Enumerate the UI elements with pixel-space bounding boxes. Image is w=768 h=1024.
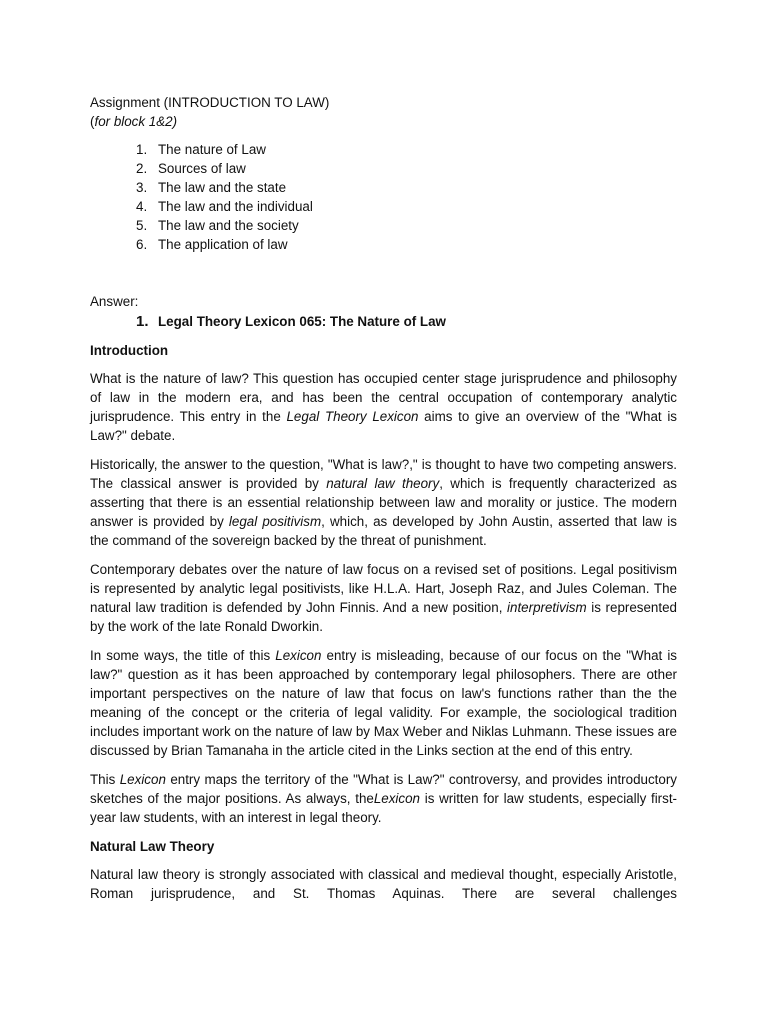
topic-list	[90, 140, 677, 254]
list-number: 2.	[136, 161, 148, 176]
list-item	[136, 235, 677, 254]
paragraph	[90, 455, 677, 550]
subtitle-text: for block 1&2)	[94, 114, 178, 129]
list-text: Sources of law	[158, 161, 246, 176]
italic-run: legal positivism	[228, 514, 322, 529]
text-run: In some ways, the title of this	[90, 648, 276, 663]
italic-run: Lexicon	[373, 791, 420, 806]
answer-number: 1.	[136, 313, 149, 330]
text-run: , which, as developed by John Austin, asserted that law is the command of the sovereign backed by the threat of punishment.	[90, 514, 677, 548]
italic-run: Legal Theory Lexicon	[286, 409, 419, 424]
list-text: The nature of Law	[158, 142, 266, 157]
paragraph	[90, 369, 677, 445]
text-run: is represented by the work of the late Ronald Dworkin.	[90, 600, 677, 634]
text-run: is written for law students, especially first-year law students, with an interest in legal theory.	[90, 791, 678, 825]
list-text: The law and the individual	[158, 199, 313, 214]
list-number: 1.	[136, 142, 148, 157]
italic-run: interpretivism	[507, 600, 587, 615]
list-number: 6.	[136, 237, 148, 252]
list-text: The law and the state	[158, 180, 287, 195]
list-text: The law and the society	[158, 218, 299, 233]
italic-run: Lexicon	[275, 648, 322, 663]
italic-run: natural law theory	[326, 476, 440, 491]
list-item	[136, 159, 677, 178]
list-text: The application of law	[158, 237, 288, 252]
text-run: entry maps the territory of the "What is Law?" controversy, and provides introductory sketches of the major positions. As always, the	[90, 772, 677, 806]
text-run: What is the nature of law? This question has occupied center stage jurisprudence and philosophy of law in the modern era, and has been the central occupation of contemporary analytic jurisprudence. This entry in the	[90, 371, 677, 424]
answer-item	[136, 312, 677, 331]
paragraph	[90, 646, 677, 760]
document-page	[90, 93, 677, 903]
paragraph: Natural law theory is strongly associated with classical and medieval thought, especially Aristotle, Roman jurisprudence, and St. Thomas Aquinas. There are several challenges	[90, 867, 677, 901]
list-item	[136, 216, 677, 235]
answer-title: Legal Theory Lexicon 065: The Nature of Law	[158, 314, 446, 329]
paragraph	[90, 560, 677, 636]
text-run: , which is frequently characterized as asserting that there is an essential relationship between law and morality or justice. The modern answer is provided by	[90, 476, 677, 529]
text-run: entry is misleading, because of our focus on the "What is law?" question as it has been approached by contemporary legal philosophers. There are other important perspectives on the nature of law that focus on law's functions rather than the the meaning of the concept or the criteria of legal validity. For example, the sociological tradition includes important work on the nature of law by Max Weber and Niklas Luhmann. These issues are discussed by Brian Tamanaha in the article cited in the Links section at the end of this entry.	[90, 648, 677, 758]
list-item	[136, 140, 677, 159]
text-run: Contemporary debates over the nature of law focus on a revised set of positions. Legal positivism is represented by analytic legal positivists, like H.L.A. Hart, Joseph Raz, and Jules Coleman. The natural law tradition is defended by John Finnis. And a new position,	[90, 562, 677, 615]
list-number: 5.	[136, 218, 148, 233]
subtitle-paren: (	[90, 114, 95, 129]
answer-label: Answer:	[90, 294, 139, 309]
list-item	[136, 178, 677, 197]
text-run: This	[90, 772, 120, 787]
list-item	[136, 197, 677, 216]
paragraph	[90, 770, 677, 827]
section-heading-introduction: Introduction	[90, 343, 169, 358]
list-number: 3.	[136, 180, 148, 195]
text-run: Historically, the answer to the question, "What is law?," is thought to have two competing answers. The classical answer is provided by	[90, 457, 677, 491]
text-run: aims to give an overview of the "What is Law?" debate.	[90, 409, 677, 443]
italic-run: Lexicon	[119, 772, 166, 787]
list-number: 4.	[136, 199, 148, 214]
section-heading-natural-law: Natural Law Theory	[90, 839, 215, 854]
assignment-subtitle	[90, 112, 677, 131]
assignment-title: Assignment (INTRODUCTION TO LAW)	[90, 95, 330, 110]
